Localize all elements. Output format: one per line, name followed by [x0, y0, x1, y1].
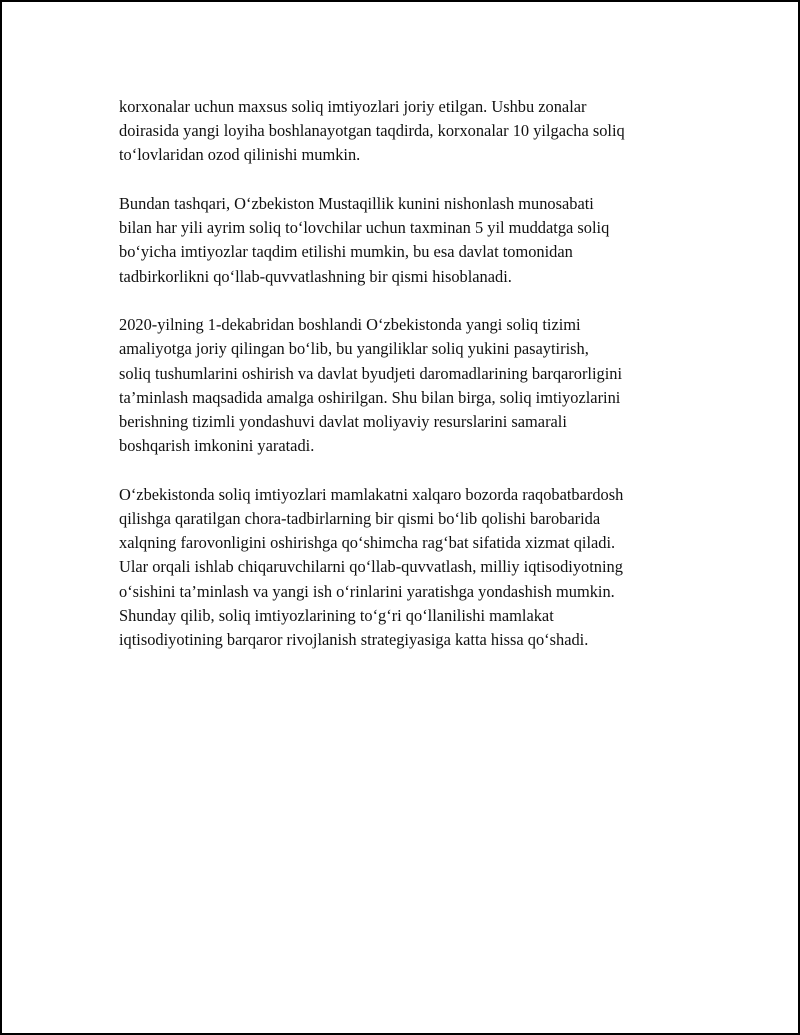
paragraph-3: 2020-yilning 1-dekabridan boshlandi O‘zbekistonda yangi soliq tizimi amaliyotga joriy qilingan bo‘lib, bu yangiliklar soliq yukini pasaytirish, soliq tushumlarini oshirish va davlat byudjeti daromadlarining barqarorligini ta’minlash maqsadida amalga oshirilgan. Shu bilan birga, soliq imtiyozlarini berishning tizimli yondashuvi davlat moliyaviy resurslarini samarali boshqarish imkonini yaratadi.	[119, 315, 623, 456]
document-body	[119, 95, 694, 677]
paragraph-4: O‘zbekistonda soliq imtiyozlari mamlakatni xalqaro bozorda raqobatbardosh qilishga qaratilgan chora-tadbirlarning bir qismi bo‘lib qolishi barobarida xalqning farovonligini oshirishga qo‘shimcha rag‘bat sifatida xizmat qiladi. Ular orqali ishlab chiqaruvchilarni qo‘llab-quvvatlash, milliy iqtisodiyotning o‘sishini ta’minlash va yangi ish o‘rinlarini yaratishga yondashish mumkin. Shunday qilib, soliq imtiyozlarining to‘g‘ri qo‘llanilishi mamlakat iqtisodiyotining barqaror rivojlanish strategiyasiga katta hissa qo‘shadi.	[119, 484, 624, 650]
paragraph-1: korxonalar uchun maxsus soliq imtiyozlari joriy etilgan. Ushbu zonalar doirasida yangi loyiha boshlanayotgan taqdirda, korxonalar 10 yilgacha soliq to‘lovlaridan ozod qilinishi mumkin.	[119, 97, 625, 165]
paragraph-2: Bundan tashqari, O‘zbekiston Mustaqillik kunini nishonlash munosabati bilan har yili ayrim soliq to‘lovchilar uchun taxminan 5 yil muddatga soliq bo‘yicha imtiyozlar taqdim etilishi mumkin, bu esa davlat tomonidan tadbirkorlikni qo‘llab-quvvatlashning bir qismi hisoblanadi.	[119, 194, 610, 286]
